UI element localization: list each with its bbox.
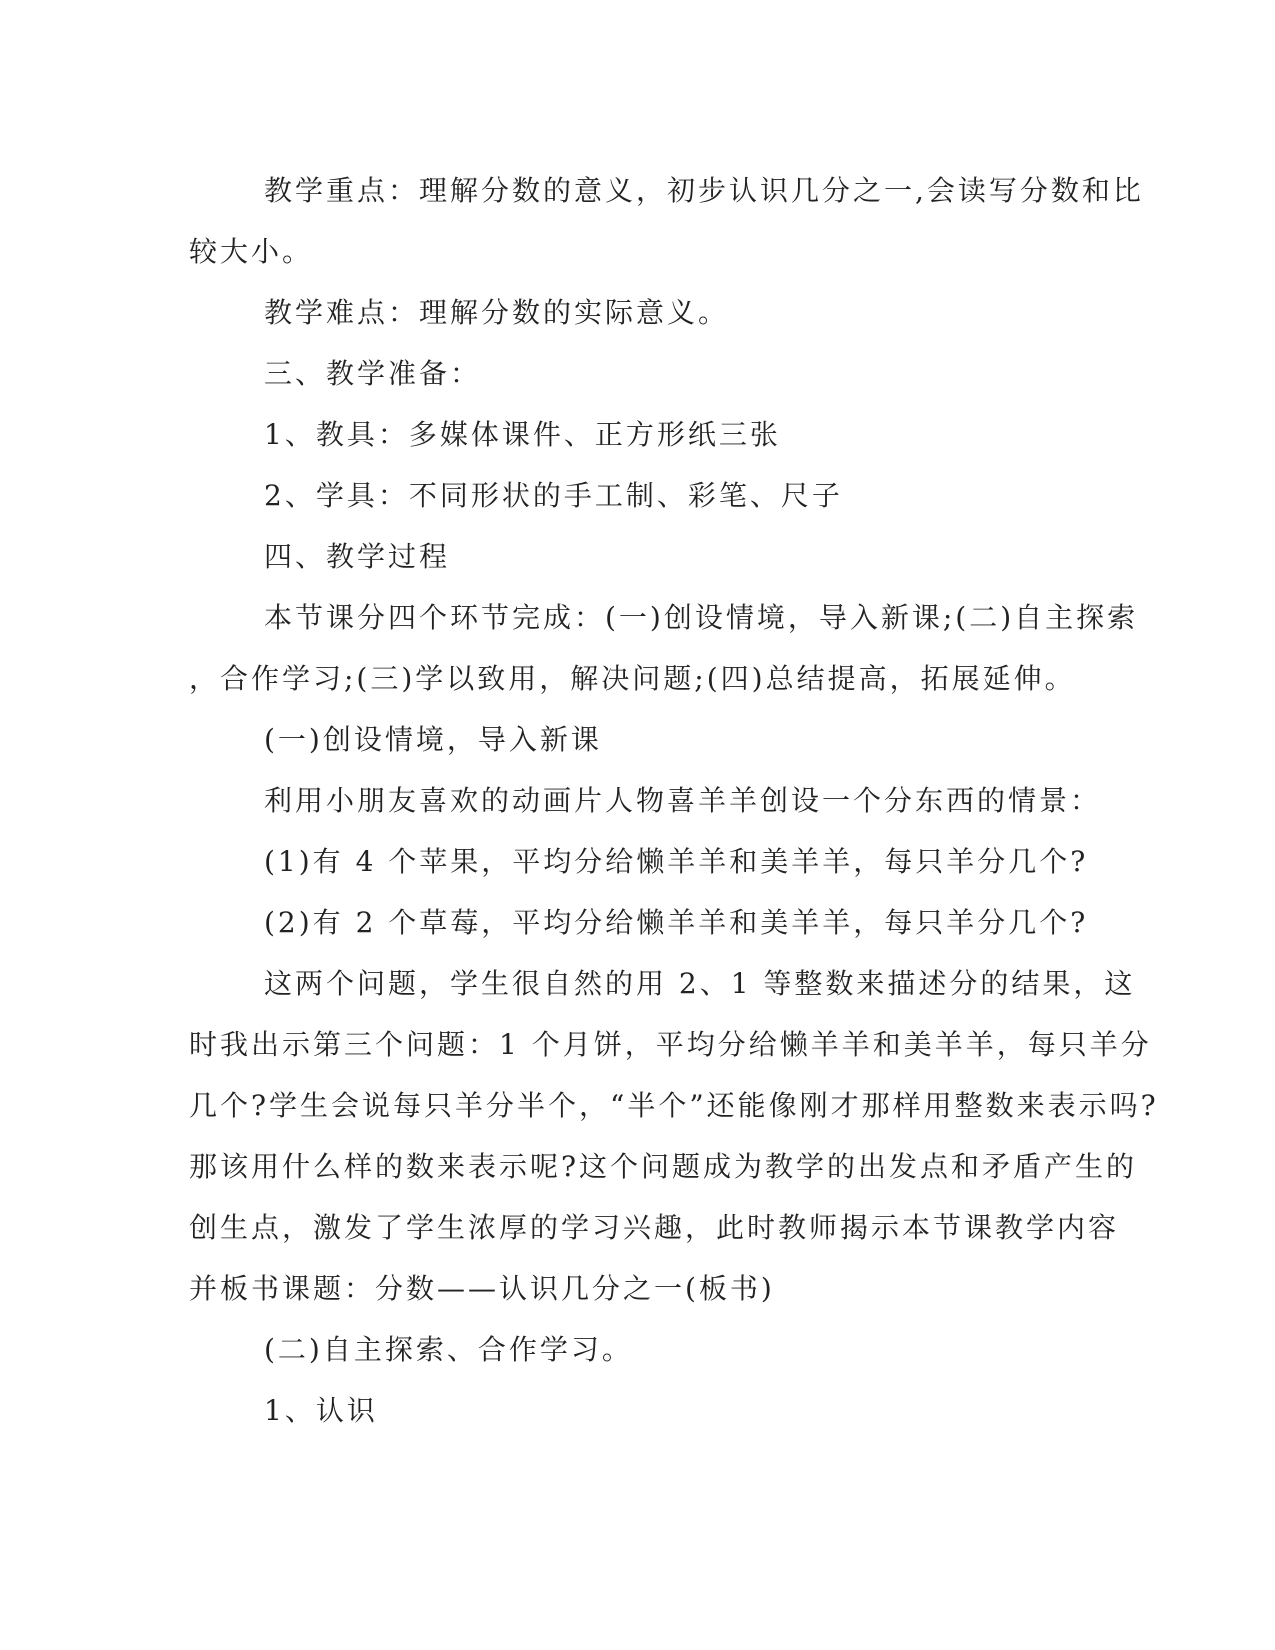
text-line: 教学难点：理解分数的实际意义。 <box>264 296 730 329</box>
text-line: ，合作学习;(三)学以致用，解决问题;(四)总结提高，拓展延伸。 <box>189 662 1076 695</box>
list-item: (1)有 4 个苹果，平均分给懒羊羊和美羊羊，每只羊分几个? <box>264 845 1089 878</box>
subsection-heading: (二)自主探索、合作学习。 <box>264 1333 633 1366</box>
text-line: 利用小朋友喜欢的动画片人物喜羊羊创设一个分东西的情景： <box>264 784 1102 817</box>
document-body <box>189 160 1159 1441</box>
list-item: 1、教具：多媒体课件、正方形纸三张 <box>264 418 781 451</box>
text-line: 并板书课题：分数——认识几分之一(板书) <box>189 1272 775 1305</box>
text-line: 本节课分四个环节完成：(一)创设情境，导入新课;(二)自主探索 <box>264 601 1139 634</box>
text-line: 教学重点：理解分数的意义，初步认识几分之一,会读写分数和比 <box>264 174 1144 207</box>
section-heading: 四、教学过程 <box>264 540 451 573</box>
text-line: 时我出示第三个问题：1 个月饼，平均分给懒羊羊和美羊羊，每只羊分 <box>189 1028 1152 1061</box>
text-line: 几个?学生会说每只羊分半个，“半个”还能像刚才那样用整数来表示吗? <box>189 1089 1159 1122</box>
list-item: 1、认识 <box>264 1394 378 1427</box>
section-heading: 三、教学准备： <box>264 357 482 390</box>
text-line: 较大小。 <box>189 235 314 268</box>
text-line: 创生点，激发了学生浓厚的学习兴趣，此时教师揭示本节课教学内容 <box>189 1211 1120 1244</box>
text-line: 那该用什么样的数来表示呢?这个问题成为教学的出发点和矛盾产生的 <box>189 1150 1138 1183</box>
list-item: 2、学具：不同形状的手工制、彩笔、尺子 <box>264 479 843 512</box>
list-item: (2)有 2 个草莓，平均分给懒羊羊和美羊羊，每只羊分几个? <box>264 906 1089 939</box>
subsection-heading: (一)创设情境，导入新课 <box>264 723 602 756</box>
text-line: 这两个问题，学生很自然的用 2、1 等整数来描述分的结果，这 <box>264 967 1136 1000</box>
